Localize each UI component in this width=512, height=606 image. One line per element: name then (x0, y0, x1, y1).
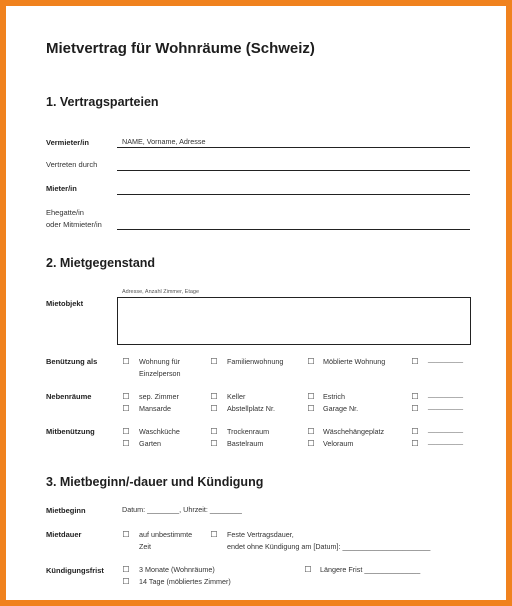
mietobjekt-textarea[interactable] (117, 297, 471, 345)
checkbox-mitbenuetzung-other-2[interactable]: ☐ (411, 439, 419, 448)
mitbenuetzung-other-blank-2[interactable]: _________ (428, 438, 464, 445)
option-wohnung-fuer: Wohnung für (139, 357, 181, 366)
mieter-label: Mieter/in (46, 184, 77, 193)
option-familienwohnung: Familienwohnung (227, 357, 284, 366)
option-14-tage: 14 Tage (möbliertes Zimmer) (139, 577, 231, 586)
mieter-field[interactable] (117, 194, 470, 195)
checkbox-mansarde[interactable]: ☐ (122, 404, 130, 413)
option-garage: Garage Nr. (323, 404, 359, 413)
checkbox-nebenraeume-other-1[interactable]: ☐ (411, 392, 419, 401)
ehegatte-label-line2: oder Mitmieter/in (46, 220, 102, 229)
option-laengere-frist[interactable]: Längere Frist ______________ (320, 565, 421, 574)
checkbox-14-tage[interactable]: ☐ (122, 577, 130, 586)
mitbenuetzung-label: Mitbenützung (46, 427, 95, 436)
mitbenuetzung-other-blank-1[interactable]: _________ (428, 426, 464, 433)
section-heading-vertragsparteien: 1. Vertragsparteien (46, 95, 159, 109)
checkbox-estrich[interactable]: ☐ (307, 392, 315, 401)
vertreten-field[interactable] (117, 170, 470, 171)
checkbox-waeschehaengeplatz[interactable]: ☐ (307, 427, 315, 436)
checkbox-familienwohnung[interactable]: ☐ (210, 357, 218, 366)
option-abstellplatz: Abstellplatz Nr. (227, 404, 275, 413)
option-moeblierte-wohnung: Möblierte Wohnung (323, 357, 386, 366)
section-heading-mietgegenstand: 2. Mietgegenstand (46, 256, 156, 270)
checkbox-feste-vertragsdauer[interactable]: ☐ (210, 530, 218, 539)
mietbeginn-label: Mietbeginn (46, 506, 86, 515)
checkbox-3-monate[interactable]: ☐ (122, 565, 130, 574)
option-sep-zimmer: sep. Zimmer (139, 392, 179, 401)
option-unbestimmte-zeit-line1: auf unbestimmte (139, 530, 193, 539)
option-garten: Garten (139, 439, 161, 448)
option-feste-vertragsdauer-line1: Feste Vertragsdauer, (227, 530, 294, 539)
checkbox-benuetzung-other[interactable]: ☐ (411, 357, 419, 366)
checkbox-garage[interactable]: ☐ (307, 404, 315, 413)
option-bastelraum: Bastelraum (227, 439, 264, 448)
checkbox-laengere-frist[interactable]: ☐ (304, 565, 312, 574)
checkbox-waschkueche[interactable]: ☐ (122, 427, 130, 436)
vermieter-label: Vermieter/in (46, 138, 89, 147)
option-veloraum: Veloraum (323, 439, 354, 448)
checkbox-nebenraeume-other-2[interactable]: ☐ (411, 404, 419, 413)
option-trockenraum: Trockenraum (227, 427, 270, 436)
option-einzelperson: Einzelperson (139, 369, 181, 378)
document-title: Mietvertrag für Wohnräume (Schweiz) (46, 40, 315, 57)
option-mansarde: Mansarde (139, 404, 171, 413)
ehegatte-label-line1: Ehegatte/in (46, 208, 84, 217)
vermieter-value: NAME, Vorname, Adresse (122, 137, 206, 146)
checkbox-wohnung-einzelperson[interactable]: ☐ (122, 357, 130, 366)
kuendigungsfrist-label: Kündigungsfrist (46, 566, 104, 575)
checkbox-garten[interactable]: ☐ (122, 439, 130, 448)
option-feste-vertragsdauer-line2[interactable]: endet ohne Kündigung am [Datum]: ______________________ (227, 542, 431, 551)
checkbox-veloraum[interactable]: ☐ (307, 439, 315, 448)
ehegatte-field[interactable] (117, 229, 470, 230)
option-unbestimmte-zeit-line2: Zeit (139, 542, 151, 551)
nebenraeume-label: Nebenräume (46, 392, 92, 401)
nebenraeume-other-blank-1[interactable]: _________ (428, 391, 464, 398)
checkbox-moeblierte-wohnung[interactable]: ☐ (307, 357, 315, 366)
section-heading-mietbeginn: 3. Mietbeginn/-dauer und Kündigung (46, 475, 264, 489)
checkbox-keller[interactable]: ☐ (210, 392, 218, 401)
checkbox-trockenraum[interactable]: ☐ (210, 427, 218, 436)
mietdauer-label: Mietdauer (46, 530, 82, 539)
checkbox-sep-zimmer[interactable]: ☐ (122, 392, 130, 401)
mietbeginn-value[interactable]: Datum: ________, Uhrzeit: ________ (122, 505, 242, 514)
mietobjekt-label: Mietobjekt (46, 299, 84, 308)
mietobjekt-hint: Adresse, Anzahl Zimmer, Etage (122, 289, 200, 295)
option-estrich: Estrich (323, 392, 345, 401)
benuetzung-other-blank[interactable]: _________ (428, 356, 464, 363)
checkbox-mitbenuetzung-other-1[interactable]: ☐ (411, 427, 419, 436)
option-waeschehaengeplatz: Wäschehängeplatz (323, 427, 385, 436)
option-waschkueche: Waschküche (139, 427, 180, 436)
checkbox-abstellplatz[interactable]: ☐ (210, 404, 218, 413)
nebenraeume-other-blank-2[interactable]: _________ (428, 403, 464, 410)
option-keller: Keller (227, 392, 246, 401)
option-3-monate: 3 Monate (Wohnräume) (139, 565, 215, 574)
vertreten-label: Vertreten durch (46, 160, 98, 169)
benuetzung-label: Benützung als (46, 357, 98, 366)
checkbox-unbestimmte-zeit[interactable]: ☐ (122, 530, 130, 539)
checkbox-bastelraum[interactable]: ☐ (210, 439, 218, 448)
vermieter-field[interactable] (117, 147, 470, 148)
